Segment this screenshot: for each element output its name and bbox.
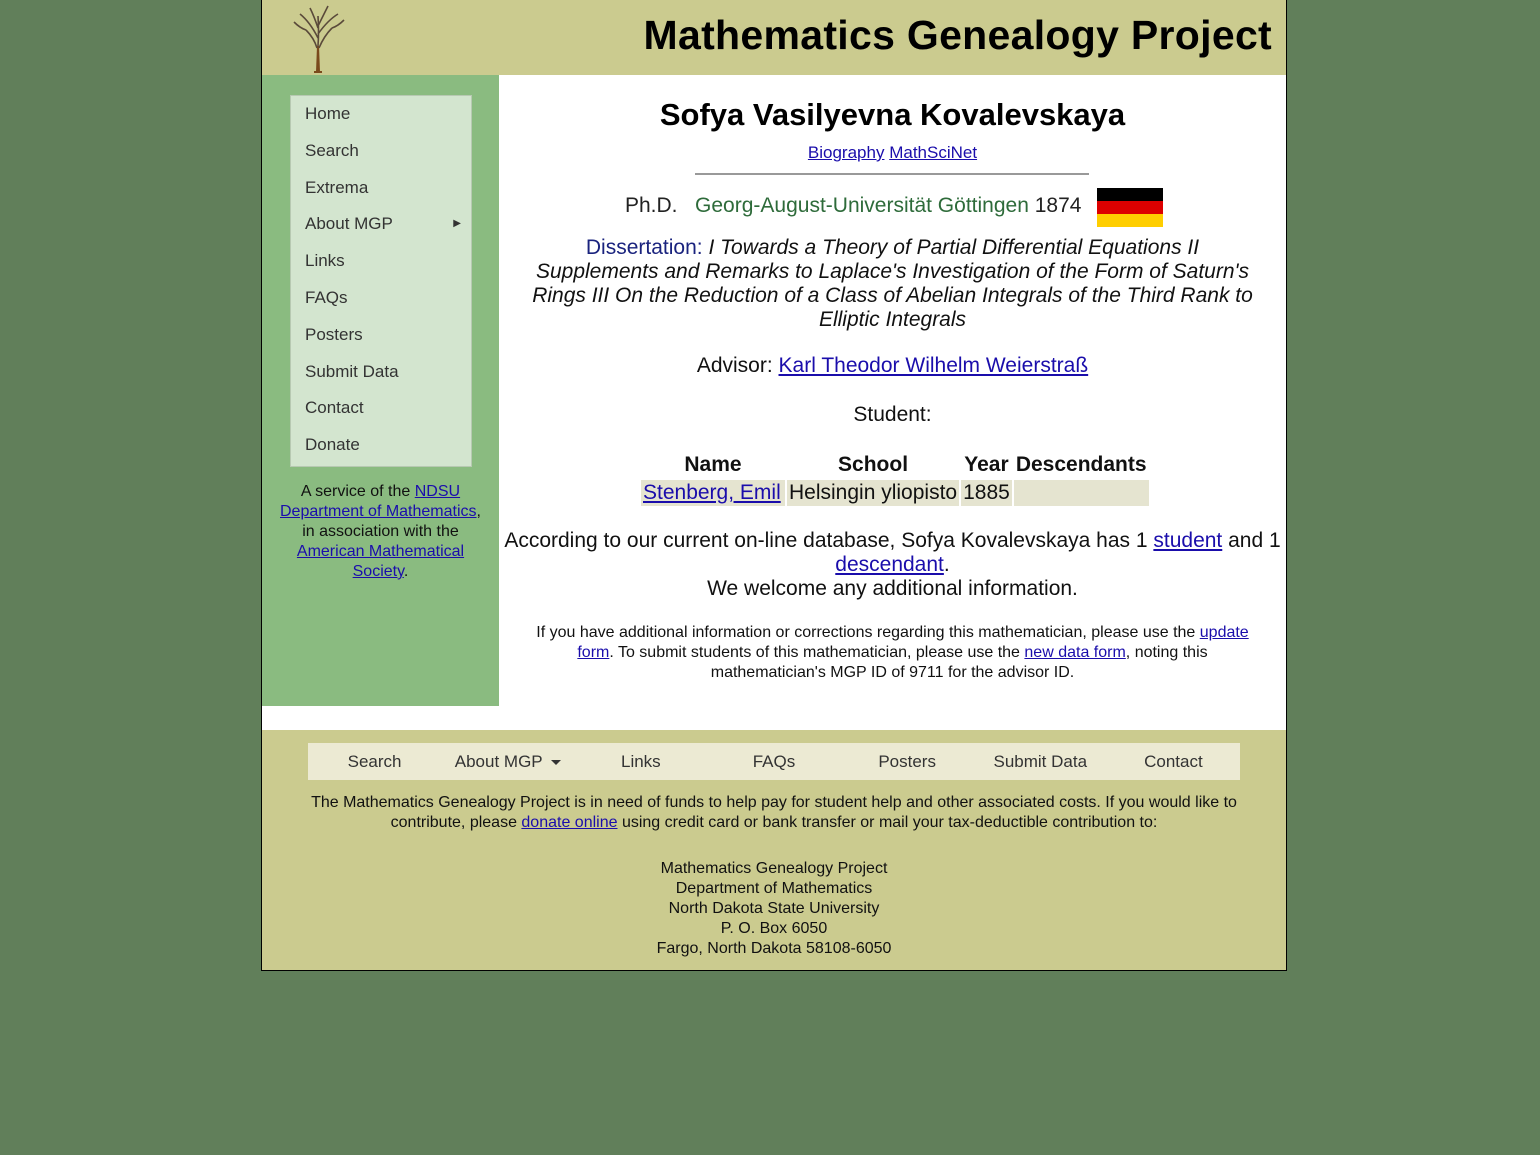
summary-text: and 1 — [1222, 529, 1281, 552]
sidebar-item-extrema[interactable] — [291, 170, 471, 207]
footer-nav-label: Submit Data — [993, 752, 1088, 771]
site-footer — [262, 730, 1286, 970]
funds-text: using credit card or bank transfer or mail your tax-deductible contribution to: — [617, 814, 1158, 831]
sidebar-item-submit-data[interactable] — [291, 354, 471, 391]
funds-note — [272, 793, 1276, 833]
sidebar-menu — [290, 95, 472, 467]
footer-nav-faqs[interactable] — [707, 743, 840, 780]
degree: Ph.D. — [625, 194, 678, 217]
footer-nav-label: FAQs — [752, 752, 796, 771]
address-line: North Dakota State University — [668, 900, 880, 917]
dissertation-title: I Towards a Theory of Partial Differential Equations II Supplements and Remarks to Laplace's Investigation of the Form of Saturn's Rings III On the Reduction of a Class of Abelian Integrals of the Third Rank to Elliptic Integrals — [532, 236, 1253, 331]
summary-text: According to our current on-line database, Sofya Kovalevskaya has 1 — [504, 529, 1154, 552]
sidebar-item-home[interactable] — [291, 96, 471, 133]
service-text: . — [403, 563, 409, 580]
mathscinet-link[interactable]: MathSciNet — [889, 143, 978, 162]
advisor-line — [499, 354, 1286, 378]
footer-nav-label: Search — [347, 752, 402, 771]
footer-nav-submit-data[interactable] — [974, 743, 1107, 780]
sidebar-item-links[interactable] — [291, 243, 471, 280]
sidebar-item-donate[interactable] — [291, 427, 471, 464]
summary-text: . — [943, 553, 950, 576]
address-line: Fargo, North Dakota 58108-6050 — [656, 940, 892, 957]
info-text: If you have additional information or corrections regarding this mathematician, please use the — [536, 624, 1200, 641]
student-descendants — [1014, 480, 1149, 506]
external-links — [499, 143, 1286, 163]
service-text: A service of the — [300, 483, 415, 500]
sidebar-item-contact[interactable] — [291, 390, 471, 427]
table-row — [641, 480, 1149, 506]
donate-online-link[interactable]: donate online — [521, 814, 618, 831]
info-text: . To submit students of this mathematician, please use the — [609, 644, 1025, 661]
footer-nav-posters[interactable] — [841, 743, 974, 780]
footer-nav-label: About MGP — [454, 752, 543, 771]
sidebar-item-label: Donate — [305, 435, 360, 455]
tree-icon[interactable] — [286, 2, 350, 74]
funds-text: The Mathematics Genealogy Project is in need of funds to help pay for student help and other associated costs. If you would like to contribute, please — [311, 794, 1237, 831]
info-text: , noting this mathematician's MGP ID of 9711 for the advisor ID. — [710, 644, 1208, 681]
address-line: P. O. Box 6050 — [720, 920, 828, 937]
students-table — [639, 450, 1151, 508]
service-text: , in association with the — [302, 503, 481, 540]
sidebar-item-label: Search — [305, 140, 359, 160]
footer-nav-search[interactable] — [308, 743, 441, 780]
address-line: Department of Mathematics — [675, 880, 873, 897]
column-header-year: Year — [964, 453, 1009, 476]
student-name-cell — [641, 480, 785, 506]
advisor-link[interactable]: Karl Theodor Wilhelm Weierstraß — [778, 354, 1089, 377]
student-year: 1885 — [963, 481, 1010, 504]
descendant-count-link[interactable]: descendant — [835, 553, 944, 576]
summary — [499, 529, 1286, 601]
footer-nav-contact[interactable] — [1107, 743, 1240, 780]
university: Georg-August-Universität Göttingen — [695, 194, 1029, 217]
footer-nav-links[interactable] — [574, 743, 707, 780]
sidebar-item-label: Posters — [305, 324, 363, 344]
footer-nav-label: Contact — [1144, 752, 1203, 771]
dissertation-label: Dissertation: — [585, 236, 703, 259]
ndsu-link[interactable]: NDSU Department of Mathematics — [280, 483, 477, 520]
sidebar-item-posters[interactable] — [291, 317, 471, 354]
sidebar — [262, 75, 499, 706]
student-school: Helsingin yliopisto — [789, 481, 958, 504]
column-header-descendants: Descendants — [1015, 453, 1147, 476]
table-header-row — [641, 452, 1149, 478]
ams-link[interactable]: American Mathematical Society — [296, 543, 465, 580]
sidebar-item-faqs[interactable] — [291, 280, 471, 317]
degree-year: 1874 — [1034, 194, 1082, 217]
site-header — [262, 0, 1286, 75]
footer-nav-about-mgp[interactable] — [441, 743, 574, 780]
page-title: Sofya Vasilyevna Kovalevskaya — [659, 97, 1126, 132]
column-header-name: Name — [684, 453, 742, 476]
service-note — [272, 482, 489, 582]
update-form-link[interactable]: update form — [577, 624, 1249, 661]
page-container — [261, 0, 1287, 971]
welcome-text: We welcome any additional information. — [707, 577, 1078, 600]
student-label: Student: — [853, 403, 932, 426]
sidebar-item-label: Links — [305, 251, 345, 271]
main-content — [499, 75, 1286, 730]
divider — [695, 173, 1089, 175]
footer-nav-label: Links — [621, 752, 661, 771]
advisor-label: Advisor: — [696, 354, 773, 377]
sidebar-item-search[interactable] — [291, 133, 471, 170]
footer-nav — [308, 743, 1240, 780]
chevron-right-icon: ▶ — [453, 218, 461, 230]
footer-nav-label: Posters — [878, 752, 936, 771]
sidebar-item-label: About MGP — [305, 214, 393, 234]
student-count-link[interactable]: student — [1153, 529, 1223, 552]
sidebar-item-label: FAQs — [305, 287, 348, 307]
sidebar-item-label: Submit Data — [305, 361, 399, 381]
new-data-form-link[interactable]: new data form — [1024, 644, 1126, 661]
mailing-address — [262, 859, 1286, 959]
dissertation — [529, 236, 1256, 332]
student-link[interactable]: Stenberg, Emil — [643, 481, 781, 504]
sidebar-item-label: Home — [305, 104, 351, 123]
info-note — [519, 623, 1266, 683]
sidebar-item-label: Extrema — [305, 177, 369, 197]
site-title: Mathematics Genealogy Project — [643, 12, 1272, 58]
germany-flag-icon — [1097, 188, 1163, 227]
sidebar-item-label: Contact — [305, 398, 364, 418]
biography-link[interactable]: Biography — [807, 143, 885, 162]
column-header-school: School — [838, 453, 909, 476]
address-line: Mathematics Genealogy Project — [660, 860, 888, 877]
sidebar-item-about-mgp[interactable] — [291, 206, 471, 243]
caret-down-icon — [551, 760, 561, 765]
